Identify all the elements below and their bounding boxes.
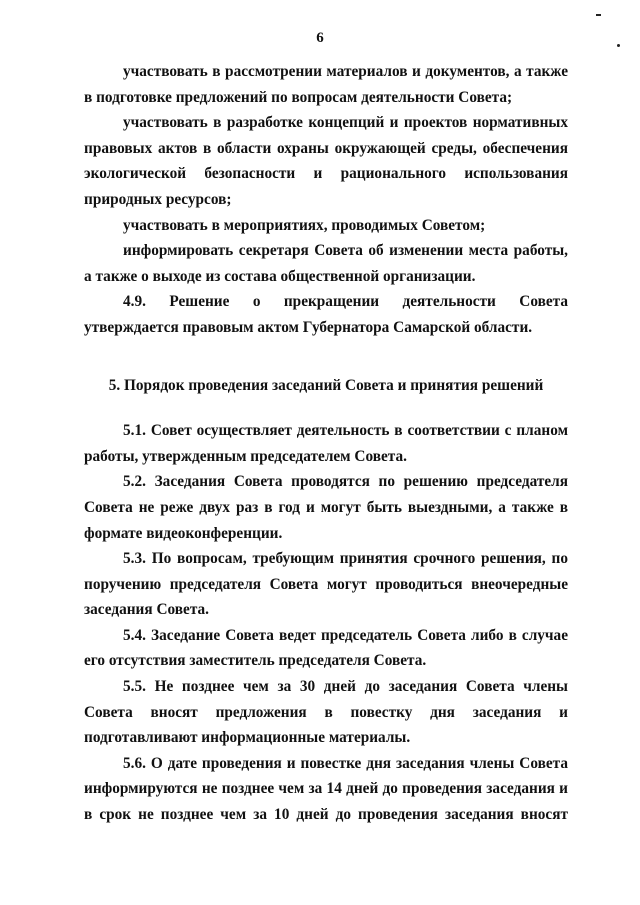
paragraph: 5.4. Заседание Совета ведет председатель Совета либо в случае его отсутствия заместитель председателя Совета. — [84, 626, 568, 670]
document-body — [84, 59, 568, 828]
paragraph: участвовать в рассмотрении материалов и документов, а также в подготовке предложений по вопросам деятельности Совета; — [84, 63, 568, 106]
paragraph: 5.3. По вопросам, требующим принятия срочного решения, по поручению председателя Совета могут проводиться внеочередные заседания Совета. — [84, 550, 568, 619]
paragraph: 5.1. Совет осуществляет деятельность в соответствии с планом работы, утвержденным председателем Совета. — [84, 422, 568, 465]
paragraph: 5.5. Не позднее чем за 30 дней до заседания Совета члены Совета вносят предложения в повестку дня заседания и подготавливают информационные материалы. — [84, 678, 568, 747]
paragraph: 5.2. Заседания Совета проводятся по решению председателя Совета не реже двух раз в год и могут быть выездными, а также в формате видеоконференции. — [84, 473, 568, 542]
paragraph: участвовать в разработке концепций и проектов нормативных правовых актов в области охраны окружающей среды, обеспечения экологической безопасности и рационального использования природных ресурсов; — [84, 114, 568, 208]
page-number: 6 — [316, 30, 324, 46]
paragraph: участвовать в мероприятиях, проводимых Советом; — [123, 216, 486, 234]
section-heading: 5. Порядок проведения заседаний Совета и принятия решений — [108, 376, 544, 394]
paragraph: 4.9. Решение о прекращении деятельности Совета утверждается правовым актом Губернатора Самарской области. — [84, 293, 568, 336]
scan-mark — [596, 14, 601, 16]
paragraph: 5.6. О дате проведения и повестке дня заседания члены Совета информируются не позднее чем за 14 дней до проведения заседания и в срок не позднее чем за 10 дней до проведения заседания вносят — [84, 754, 568, 824]
paragraph: информировать секретаря Совета об изменении места работы, а также о выходе из состава общественной организации. — [84, 242, 568, 285]
